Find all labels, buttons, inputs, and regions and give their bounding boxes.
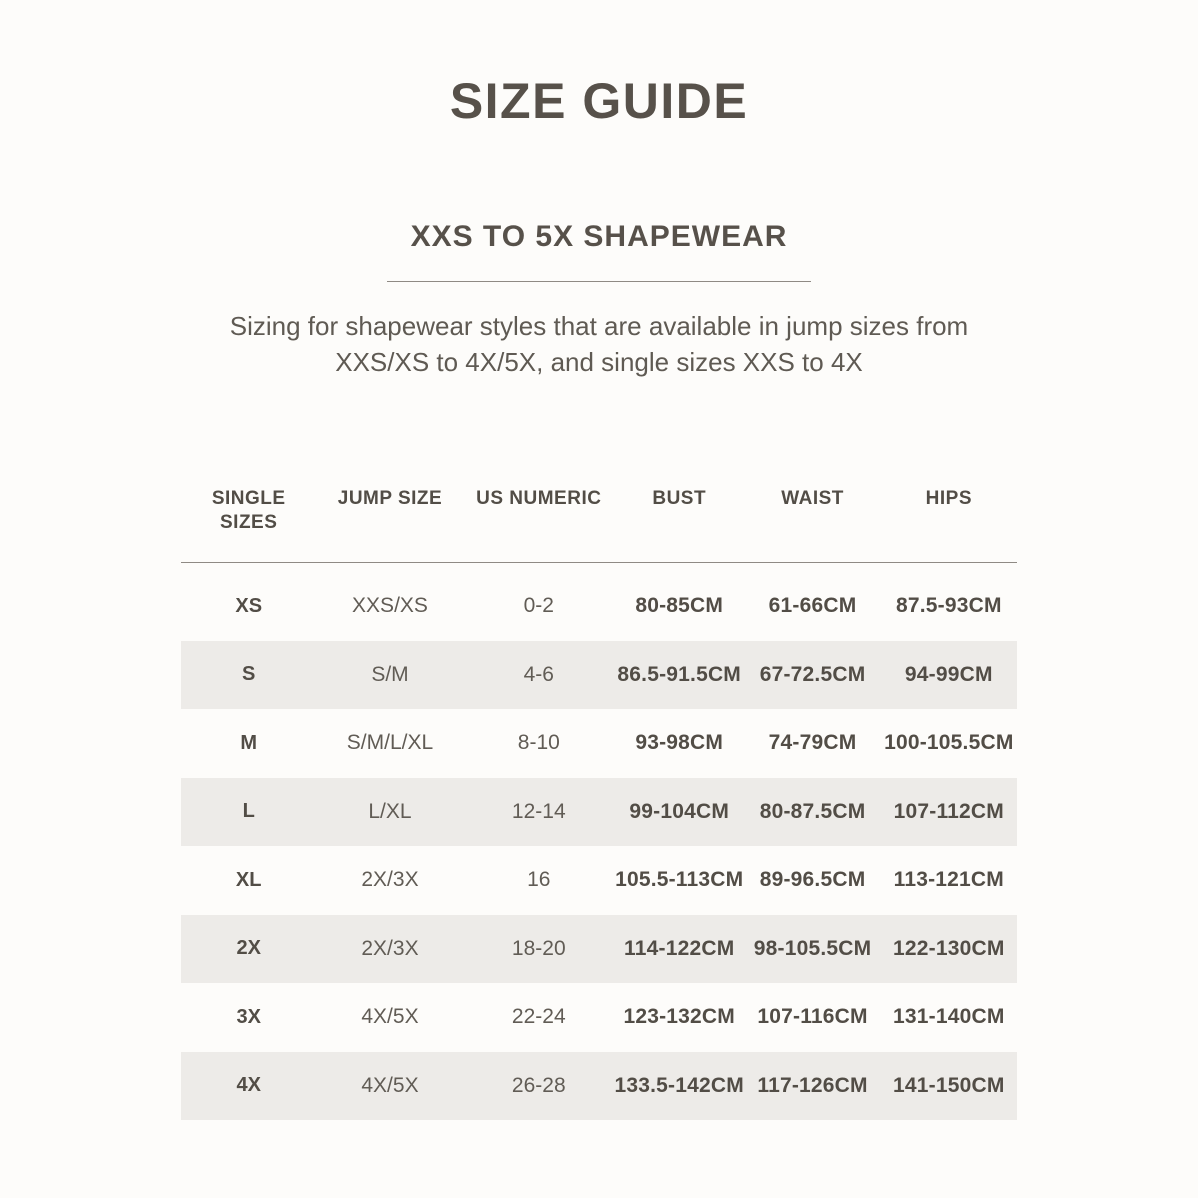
cell-bust: 105.5-113CM [615,868,744,892]
table-row-3x [181,983,1017,1052]
cell-hips: 94-99CM [904,662,993,686]
cell-waist: 117-126CM [757,1073,868,1097]
column-header-single-sizes: SINGLE SIZES [211,488,286,533]
table-body [181,572,1017,1120]
cell-waist: 98-105.5CM [753,936,872,960]
description-line-1: Sizing for shapewear styles that are available in jump sizes from [229,311,969,341]
cell-us-numeric: 18-20 [511,936,566,960]
column-header-us-numeric: US NUMERIC [476,488,602,509]
cell-jump-size: S/M/L/XL [346,731,434,755]
column-header-bust: BUST [652,488,707,509]
table-row-xs [181,572,1017,641]
cell-hips: 141-150CM [893,1073,1005,1097]
cell-waist: 67-72.5CM [759,662,866,686]
cell-us-numeric: 4-6 [523,662,554,686]
cell-hips: 113-121CM [893,868,1004,892]
cell-hips: 107-112CM [893,799,1004,823]
cell-single-size: 2X [236,937,261,960]
cell-bust: 99-104CM [629,799,730,823]
cell-jump-size: 2X/3X [361,936,419,960]
column-header-jump-size: JUMP SIZE [337,488,443,509]
subtitle-divider [387,281,811,282]
column-header-hips: HIPS [925,488,972,509]
cell-bust: 114-122CM [624,936,735,960]
table-header-row [181,487,1017,563]
cell-jump-size: 4X/5X [361,1073,419,1097]
cell-hips: 87.5-93CM [895,594,1002,618]
cell-jump-size: 2X/3X [361,868,419,892]
cell-waist: 107-116CM [757,1005,868,1029]
table-row-s [181,641,1017,710]
cell-waist: 61-66CM [768,594,857,618]
cell-us-numeric: 8-10 [517,731,560,755]
cell-us-numeric: 22-24 [511,1005,566,1029]
page-title: SIZE GUIDE [449,73,749,129]
table-row-xl [181,846,1017,915]
cell-single-size: XL [235,868,262,891]
column-header-waist: WAIST [781,488,844,509]
size-table [181,487,1017,1120]
cell-bust: 80-85CM [635,594,724,618]
table-row-m [181,709,1017,778]
cell-us-numeric: 0-2 [523,594,554,618]
cell-single-size: XS [235,594,263,617]
cell-single-size: L [242,800,255,823]
cell-single-size: S [242,663,256,686]
cell-us-numeric: 12-14 [511,799,566,823]
cell-hips: 122-130CM [893,936,1005,960]
cell-waist: 80-87.5CM [759,799,866,823]
cell-jump-size: 4X/5X [361,1005,419,1029]
description-text [169,308,1029,380]
cell-hips: 100-105.5CM [884,731,1014,755]
cell-bust: 123-132CM [623,1005,735,1029]
cell-single-size: M [240,731,258,754]
table-row-l [181,778,1017,847]
table-row-4x [181,1052,1017,1121]
section-subtitle: XXS TO 5X SHAPEWEAR [410,220,788,253]
cell-single-size: 4X [236,1074,261,1097]
cell-bust: 86.5-91.5CM [617,662,742,686]
cell-jump-size: L/XL [368,799,412,823]
cell-jump-size: S/M [371,662,409,686]
table-row-2x [181,915,1017,984]
cell-single-size: 3X [236,1005,261,1028]
cell-hips: 131-140CM [893,1005,1005,1029]
cell-bust: 133.5-142CM [614,1073,744,1097]
cell-jump-size: XXS/XS [352,594,428,618]
description-line-2: XXS/XS to 4X/5X, and single sizes XXS to 4X [335,347,863,377]
cell-waist: 74-79CM [768,731,857,755]
cell-us-numeric: 16 [527,868,551,892]
cell-waist: 89-96.5CM [759,868,866,892]
cell-us-numeric: 26-28 [511,1073,566,1097]
cell-bust: 93-98CM [635,731,724,755]
